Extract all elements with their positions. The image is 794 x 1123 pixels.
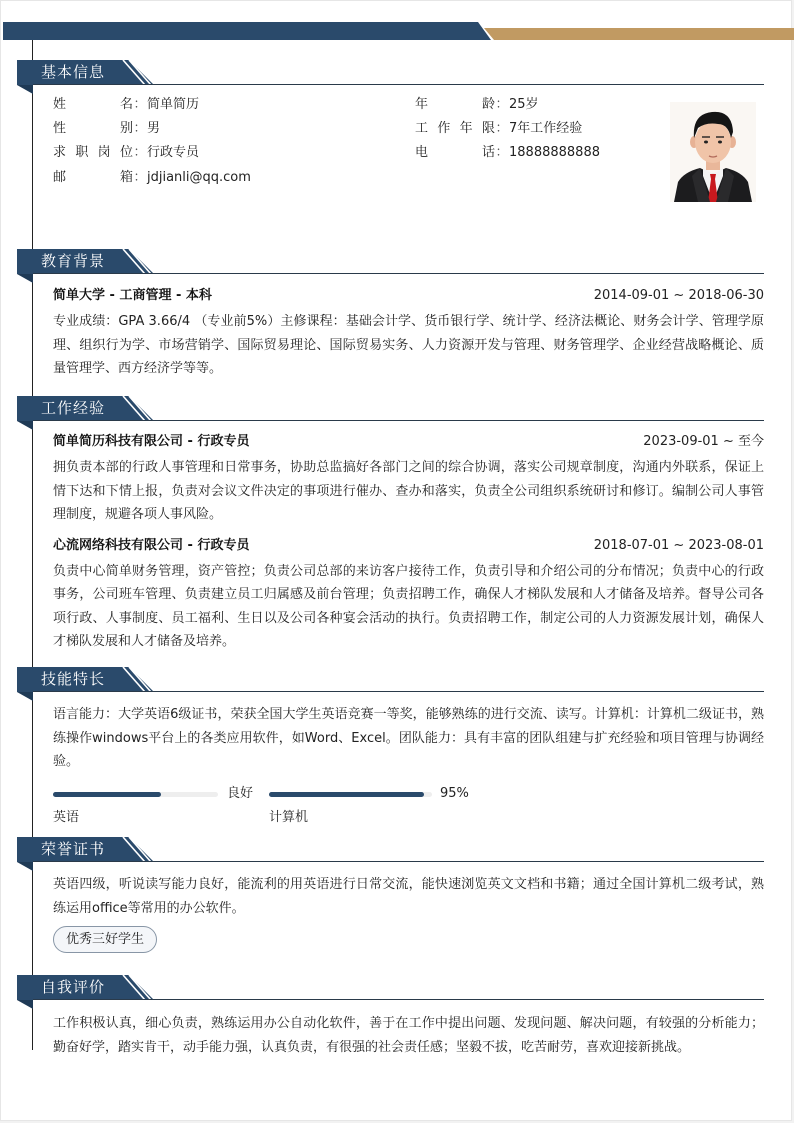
- section-divider: [33, 691, 764, 692]
- section-honors: [17, 837, 764, 953]
- section-fold: [17, 274, 33, 283]
- info-label: 性别: [53, 121, 133, 136]
- header-banner-navy: [3, 22, 491, 40]
- work-item-header: [53, 536, 764, 556]
- stripes-decoration-icon: [119, 60, 155, 85]
- skill-bar-fill: [269, 792, 424, 797]
- info-label: 姓名: [53, 97, 133, 112]
- skill-name: 计算机: [269, 809, 309, 825]
- skill-name: 英语: [53, 809, 80, 825]
- info-row-gender: [53, 119, 160, 139]
- section-title: 工作经验: [41, 399, 106, 417]
- section-divider: [33, 273, 764, 274]
- header-banner-gold: [484, 28, 794, 40]
- self-eval-body: [17, 1009, 764, 1059]
- section-divider: [33, 999, 764, 1000]
- section-skills: [17, 667, 764, 830]
- section-fold: [17, 692, 33, 701]
- section-title: 技能特长: [41, 670, 106, 688]
- work-date: 2018-07-01 ~ 2023-08-01: [593, 537, 764, 553]
- info-label: 电话: [415, 145, 495, 160]
- section-divider: [33, 84, 764, 85]
- skill-bar-english: [53, 792, 218, 797]
- section-header: [17, 249, 764, 283]
- work-item-header: [53, 432, 764, 452]
- self-eval-description: 工作积极认真，细心负责，熟练运用办公自动化软件，善于在工作中提出问题、发现问题、解决问题，有较强的分析能力；勤奋好学，踏实肯干，动手能力强，认真负责，有很强的社会责任感；坚毅不拔，吃苦耐劳，喜欢迎接新挑战。: [53, 1016, 764, 1055]
- info-label: 求职岗位: [53, 145, 133, 160]
- honors-body: [17, 871, 764, 953]
- work-title: 心流网络科技有限公司 - 行政专员: [53, 537, 250, 553]
- section-header: [17, 837, 764, 871]
- section-fold: [17, 421, 33, 430]
- info-row-name: [53, 95, 199, 115]
- section-title: 自我评价: [41, 978, 106, 996]
- info-value: 7年工作经验: [509, 121, 583, 136]
- skill-level: 95%: [440, 785, 469, 801]
- skills-body: [17, 701, 764, 830]
- education-item-header: [53, 286, 764, 306]
- skill-bars: [53, 780, 764, 830]
- education-title: 简单大学 - 工商管理 - 本科: [53, 288, 212, 303]
- info-colon: ：: [133, 97, 147, 112]
- info-colon: ：: [495, 121, 509, 136]
- section-title: 教育背景: [41, 252, 106, 270]
- info-colon: ：: [495, 145, 509, 160]
- info-label: 邮箱: [53, 170, 133, 185]
- skills-description: 语言能力：大学英语6级证书，荣获全国大学生英语竞赛一等奖，能够熟练的进行交流、读写。计算机：计算机二级证书，熟练操作windows平台上的各类应用软件，如Word、Excel。团队能力：具有丰富的团队组建与扩充经验和项目管理与协调经验。: [53, 707, 764, 769]
- stripes-decoration-icon: [119, 396, 155, 421]
- info-colon: ：: [133, 170, 147, 185]
- info-label: 年龄: [415, 97, 495, 112]
- education-list: [17, 283, 764, 381]
- stripes-decoration-icon: [119, 667, 155, 692]
- info-value: 男: [147, 121, 161, 136]
- honor-badge: 优秀三好学生: [53, 926, 157, 953]
- info-colon: ：: [133, 145, 147, 160]
- education-description: 专业成绩：GPA 3.66/4 （专业前5%）主修课程：基础会计学、货币银行学、统计学、经济法概论、财务会计学、管理学原理、组织行为学、市场营销学、国际贸易理论、国际贸易实务、人力资源开发与管理、财务管理学、企业经营战略概论、质量管理学、西方经济学等等。: [53, 314, 764, 376]
- info-value[interactable]: jdjianli@qq.com: [147, 170, 251, 185]
- info-label: 工作年限: [415, 121, 495, 136]
- section-divider: [33, 420, 764, 421]
- work-date: 2023-09-01 ~ 至今: [643, 434, 764, 449]
- info-row-position: [53, 143, 199, 163]
- stripes-decoration-icon: [119, 837, 155, 862]
- education-date: 2014-09-01 ~ 2018-06-30: [593, 288, 764, 303]
- section-title: 基本信息: [41, 63, 106, 81]
- info-value: 25岁: [509, 97, 539, 112]
- info-value: 行政专员: [147, 145, 200, 160]
- section-header: [17, 975, 764, 1009]
- info-value: 18888888888: [509, 145, 600, 160]
- section-fold: [17, 85, 33, 94]
- stripes-decoration-icon: [119, 249, 155, 274]
- info-row-phone: [415, 143, 600, 163]
- skill-level: 良好: [227, 785, 254, 801]
- section-title: 荣誉证书: [41, 840, 106, 858]
- info-value: 简单简历: [147, 97, 200, 112]
- section-divider: [33, 861, 764, 862]
- info-row-experience: [415, 119, 582, 139]
- stripes-decoration-icon: [119, 975, 155, 1000]
- skill-bar-fill: [53, 792, 161, 797]
- section-header: [17, 396, 764, 430]
- work-description: 拥负责本部的行政人事管理和日常事务，协助总监搞好各部门之间的综合协调，落实公司规章制度，沟通内外联系，保证上情下达和下情上报，负责对会议文件决定的事项进行催办、查办和落实，负责全公司组织系统研讨和修订。编制公司人事管理制度，规避各项人事风险。: [53, 460, 764, 522]
- work-description: 负责中心简单财务管理，资产管控；负责公司总部的来访客户接待工作，负责引导和介绍公司的分布情况；负责中心的行政事务，公司班车管理、负责建立员工归属感及前台管理；负责招聘工作，确保人才梯队发展和人才储备及培养。督导公司各项行政、人事制度、员工福利、生日以及公司各种宴会活动的执行。负责招聘工作，制定公司的人力资源发展计划，确保人才梯队发展和人才储备及培养。: [53, 563, 764, 649]
- section-self-evaluation: [17, 975, 764, 1059]
- info-row-age: [415, 95, 539, 115]
- section-fold: [17, 1000, 33, 1009]
- section-education: [17, 249, 764, 381]
- work-title: 简单简历科技有限公司 - 行政专员: [53, 434, 250, 449]
- info-colon: ：: [133, 121, 147, 136]
- honors-description: 英语四级，听说读写能力良好，能流利的用英语进行日常交流，能快速浏览英文文档和书籍；通过全国计算机二级考试，熟练运用office等常用的办公软件。: [53, 877, 764, 916]
- section-header: [17, 60, 764, 94]
- info-colon: ：: [495, 97, 509, 112]
- work-list: [17, 430, 764, 654]
- section-fold: [17, 862, 33, 871]
- info-row-email: [53, 168, 251, 188]
- section-basic-info: [17, 60, 764, 94]
- avatar-portrait-icon: [670, 102, 756, 202]
- avatar: [670, 102, 756, 202]
- section-work-experience: [17, 396, 764, 654]
- section-header: [17, 667, 764, 701]
- skill-bar-computer: [269, 792, 432, 797]
